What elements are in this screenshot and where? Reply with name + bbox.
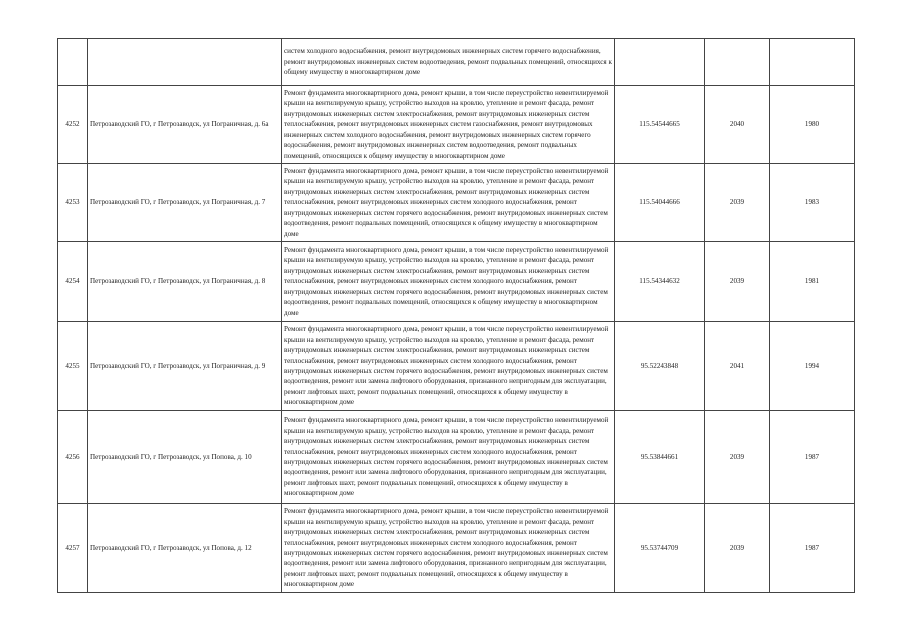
planned-year-cell: 2039 <box>705 504 770 593</box>
work-list-cell <box>282 39 615 86</box>
work-list-cell <box>282 242 615 322</box>
address-cell: Петрозаводский ГО, г Петрозаводск, ул Пограничная, д. 9 <box>88 322 282 411</box>
work-list-cell <box>282 322 615 411</box>
build-year-cell <box>770 39 855 86</box>
build-year-cell: 1994 <box>770 322 855 411</box>
work-list-text: Ремонт фундамента многоквартирного дома, ремонт крыши, в том числе переустройство невентилируемой крыши на вентилируемую крышу, устройство выходов на кровлю, утепление и ремонт фасада, ремонт внутридомовых инженерных систем электроснабжения, ремонт внутридомовых инженерных систем теплоснабжения, ремонт внутридомовых инженерных систем холодного водоснабжения, ремонт внутридомовых инженерных систем горячего водоснабжения, ремонт внутридомовых инженерных систем водоотведения, ремонт или замена лифтового оборудования, признанного непригодным для эксплуатации, ремонт лифтовых шахт, ремонт подвальных помещений, относящихся к общему имуществу в многоквартирном доме <box>284 325 609 407</box>
build-year-cell: 1983 <box>770 164 855 242</box>
row-number-cell: 4252 <box>58 86 88 164</box>
row-number-cell: 4254 <box>58 242 88 322</box>
table-row <box>58 322 855 411</box>
planned-year-cell: 2039 <box>705 411 770 504</box>
planned-year-cell: 2039 <box>705 242 770 322</box>
work-list-text: Ремонт фундамента многоквартирного дома, ремонт крыши, в том числе переустройство невентилируемой крыши на вентилируемую крышу, устройство выходов на кровлю, утепление и ремонт фасада, ремонт внутридомовых инженерных систем электроснабжения, ремонт внутридомовых инженерных систем теплоснабжения, ремонт внутридомовых инженерных систем холодного водоснабжения, ремонт внутридомовых инженерных систем горячего водоснабжения, ремонт внутридомовых инженерных систем водоотведения, ремонт или замена лифтового оборудования, признанного непригодным для эксплуатации, ремонт лифтовых шахт, ремонт подвальных помещений, относящихся к общему имуществу в многоквартирном доме <box>284 507 609 589</box>
address-cell: Петрозаводский ГО, г Петрозаводск, ул Попова, д. 12 <box>88 504 282 593</box>
work-list-cell <box>282 411 615 504</box>
table-body <box>58 39 855 593</box>
work-list-cell <box>282 86 615 164</box>
table-row <box>58 39 855 86</box>
row-number-cell: 4253 <box>58 164 88 242</box>
address-cell: Петрозаводский ГО, г Петрозаводск, ул Пограничная, д. 7 <box>88 164 282 242</box>
row-number-cell <box>58 39 88 86</box>
value-cell: 115.54344632 <box>615 242 705 322</box>
address-cell: Петрозаводский ГО, г Петрозаводск, ул Попова, д. 10 <box>88 411 282 504</box>
value-cell: 95.53744709 <box>615 504 705 593</box>
work-list-text: Ремонт фундамента многоквартирного дома, ремонт крыши, в том числе переустройство невентилируемой крыши на вентилируемую крышу, устройство выходов на кровлю, утепление и ремонт фасада, ремонт внутридомовых инженерных систем электроснабжения, ремонт внутридомовых инженерных систем теплоснабжения, ремонт внутридомовых инженерных систем газоснабжения, ремонт внутридомовых инженерных систем холодного водоснабжения, ремонт внутридомовых инженерных систем горячего водоснабжения, ремонт внутридомовых инженерных систем водоотведения, ремонт подвальных помещений, относящихся к общему имуществу в многоквартирном доме <box>284 89 609 160</box>
work-list-text: систем холодного водоснабжения, ремонт внутридомовых инженерных систем горячего водоснабжения, ремонт внутридомовых инженерных систем водоотведения, ремонт подвальных помещений, относящихся к общему имуществу в многоквартирном доме <box>284 47 612 77</box>
value-cell: 95.53844661 <box>615 411 705 504</box>
planned-year-cell: 2040 <box>705 86 770 164</box>
work-list-text: Ремонт фундамента многоквартирного дома, ремонт крыши, в том числе переустройство невентилируемой крыши на вентилируемую крышу, устройство выходов на кровлю, утепление и ремонт фасада, ремонт внутридомовых инженерных систем электроснабжения, ремонт внутридомовых инженерных систем теплоснабжения, ремонт внутридомовых инженерных систем холодного водоснабжения, ремонт внутридомовых инженерных систем горячего водоснабжения, ремонт внутридомовых инженерных систем водоотведения, ремонт подвальных помещений, относящихся к общему имуществу в многоквартирном доме <box>284 167 609 238</box>
value-cell: 115.54544665 <box>615 86 705 164</box>
planned-year-cell: 2039 <box>705 164 770 242</box>
build-year-cell: 1981 <box>770 242 855 322</box>
work-list-text: Ремонт фундамента многоквартирного дома, ремонт крыши, в том числе переустройство невентилируемой крыши на вентилируемую крышу, устройство выходов на кровлю, утепление и ремонт фасада, ремонт внутридомовых инженерных систем электроснабжения, ремонт внутридомовых инженерных систем теплоснабжения, ремонт внутридомовых инженерных систем холодного водоснабжения, ремонт внутридомовых инженерных систем горячего водоснабжения, ремонт внутридомовых инженерных систем водоотведения, ремонт подвальных помещений, относящихся к общему имуществу в многоквартирном доме <box>284 246 609 317</box>
table-row <box>58 504 855 593</box>
work-list-text: Ремонт фундамента многоквартирного дома, ремонт крыши, в том числе переустройство невентилируемой крыши на вентилируемую крышу, устройство выходов на кровлю, утепление и ремонт фасада, ремонт внутридомовых инженерных систем электроснабжения, ремонт внутридомовых инженерных систем теплоснабжения, ремонт внутридомовых инженерных систем холодного водоснабжения, ремонт внутридомовых инженерных систем горячего водоснабжения, ремонт внутридомовых инженерных систем водоотведения, ремонт или замена лифтового оборудования, признанного непригодным для эксплуатации, ремонт лифтовых шахт, ремонт подвальных помещений, относящихся к общему имуществу в многоквартирном доме <box>284 416 609 498</box>
value-cell: 95.52243848 <box>615 322 705 411</box>
row-number-cell: 4255 <box>58 322 88 411</box>
work-list-cell <box>282 164 615 242</box>
address-cell <box>88 39 282 86</box>
row-number-cell: 4257 <box>58 504 88 593</box>
address-cell: Петрозаводский ГО, г Петрозаводск, ул Пограничная, д. 8 <box>88 242 282 322</box>
planned-year-cell: 2041 <box>705 322 770 411</box>
build-year-cell: 1987 <box>770 504 855 593</box>
value-cell: 115.54044666 <box>615 164 705 242</box>
table-row <box>58 242 855 322</box>
table-row <box>58 86 855 164</box>
planned-year-cell <box>705 39 770 86</box>
table-row <box>58 411 855 504</box>
address-cell: Петрозаводский ГО, г Петрозаводск, ул Пограничная, д. 6а <box>88 86 282 164</box>
build-year-cell: 1980 <box>770 86 855 164</box>
table-row <box>58 164 855 242</box>
row-number-cell: 4256 <box>58 411 88 504</box>
value-cell <box>615 39 705 86</box>
build-year-cell: 1987 <box>770 411 855 504</box>
work-list-cell <box>282 504 615 593</box>
capital-repair-table <box>57 38 855 593</box>
